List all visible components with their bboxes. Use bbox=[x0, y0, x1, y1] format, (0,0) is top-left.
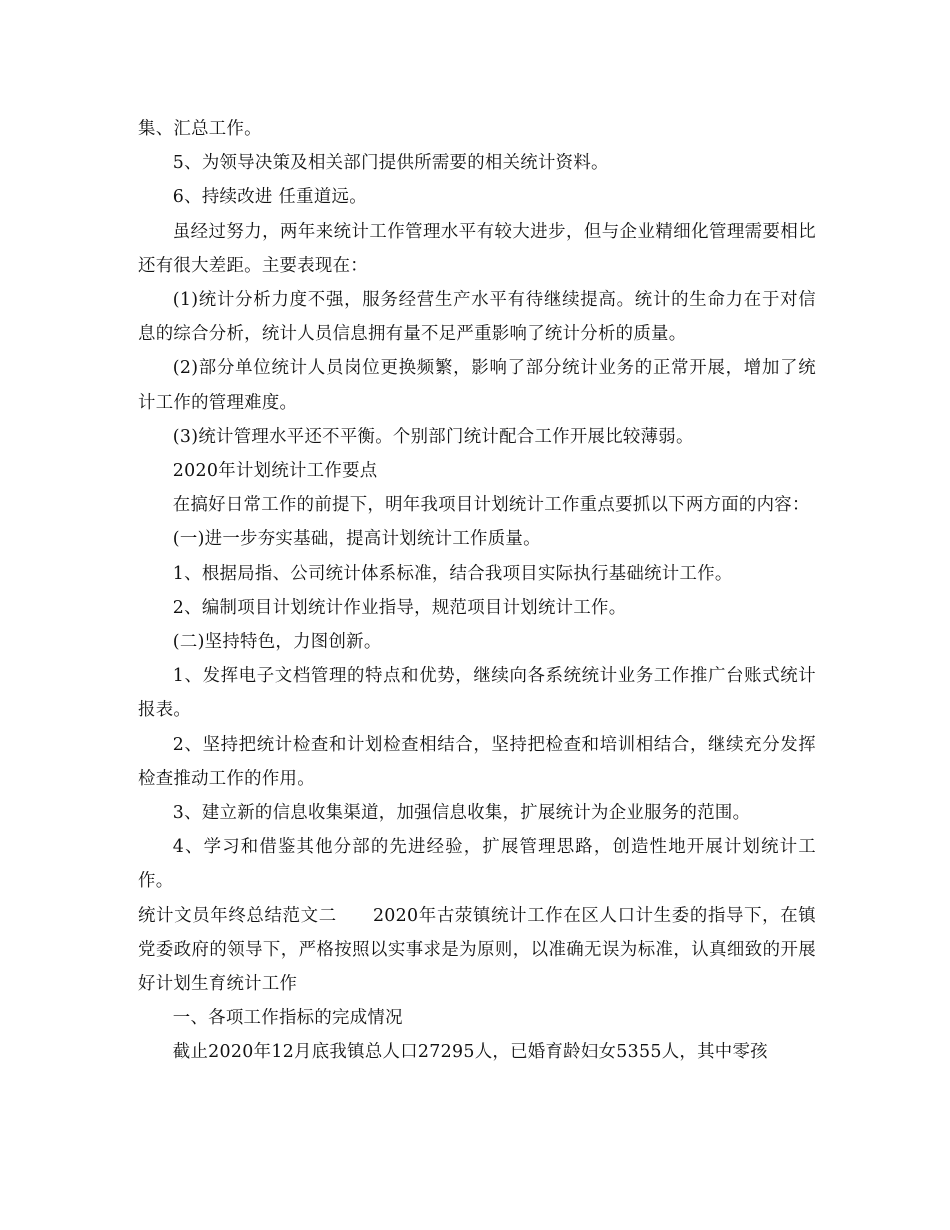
document-body bbox=[138, 112, 816, 1070]
section-heading: 2020年计划统计工作要点 bbox=[172, 461, 378, 482]
section-heading: 一、各项工作指标的完成情况 bbox=[172, 1008, 403, 1029]
list-item: 2、编制项目计划统计作业指导，规范项目计划统计工作。 bbox=[172, 597, 627, 618]
paragraph: 集、汇总工作。 bbox=[138, 119, 262, 139]
paragraph: (2)部分单位统计人员岗位更换频繁，影响了部分统计业务的正常开展，增加了统计工作的管理难度。 bbox=[138, 358, 816, 413]
paragraph: 在搞好日常工作的前提下，明年我项目计划统计工作重点要抓以下两方面的内容： bbox=[172, 495, 810, 516]
paragraph: 截止2020年12月底我镇总人口27295人，已婚育龄妇女5355人，其中零孩 bbox=[172, 1042, 768, 1063]
subheading: (二)坚持特色，力图创新。 bbox=[172, 632, 382, 653]
paragraph: 6、持续改进 任重道远。 bbox=[172, 187, 367, 208]
list-item: 2、坚持把统计检查和计划检查相结合，坚持把检查和培训相结合，继续充分发挥检查推动工作的作用。 bbox=[138, 734, 816, 789]
paragraph: 5、为领导决策及相关部门提供所需要的相关统计资料。 bbox=[172, 153, 609, 174]
list-item: 4、学习和借鉴其他分部的先进经验，扩展管理思路，创造性地开展计划统计工作。 bbox=[138, 837, 816, 892]
list-item: 3、建立新的信息收集渠道，加强信息收集，扩展统计为企业服务的范围。 bbox=[172, 803, 751, 824]
list-item: 1、根据局指、公司统计体系标准，结合我项目实际执行基础统计工作。 bbox=[172, 563, 733, 584]
paragraph: 统计文员年终总结范文二 2020年古荥镇统计工作在区人口计生委的指导下，在镇党委政府的领导下，严格按照以实事求是为原则，以准确无误为标准，认真细致的开展好计划生育统计工作 bbox=[138, 905, 816, 995]
list-item: 1、发挥电子文档管理的特点和优势，继续向各系统统计业务工作推广台账式统计报表。 bbox=[138, 666, 816, 721]
paragraph: (1)统计分析力度不强，服务经营生产水平有待继续提高。统计的生命力在于对信息的综合分析，统计人员信息拥有量不足严重影响了统计分析的质量。 bbox=[138, 290, 816, 345]
paragraph: 虽经过努力，两年来统计工作管理水平有较大进步，但与企业精细化管理需要相比还有很大差距。主要表现在： bbox=[138, 221, 816, 276]
subheading: (一)进一步夯实基础，提高计划统计工作质量。 bbox=[172, 529, 541, 550]
paragraph: (3)统计管理水平还不平衡。个别部门统计配合工作开展比较薄弱。 bbox=[172, 426, 694, 447]
